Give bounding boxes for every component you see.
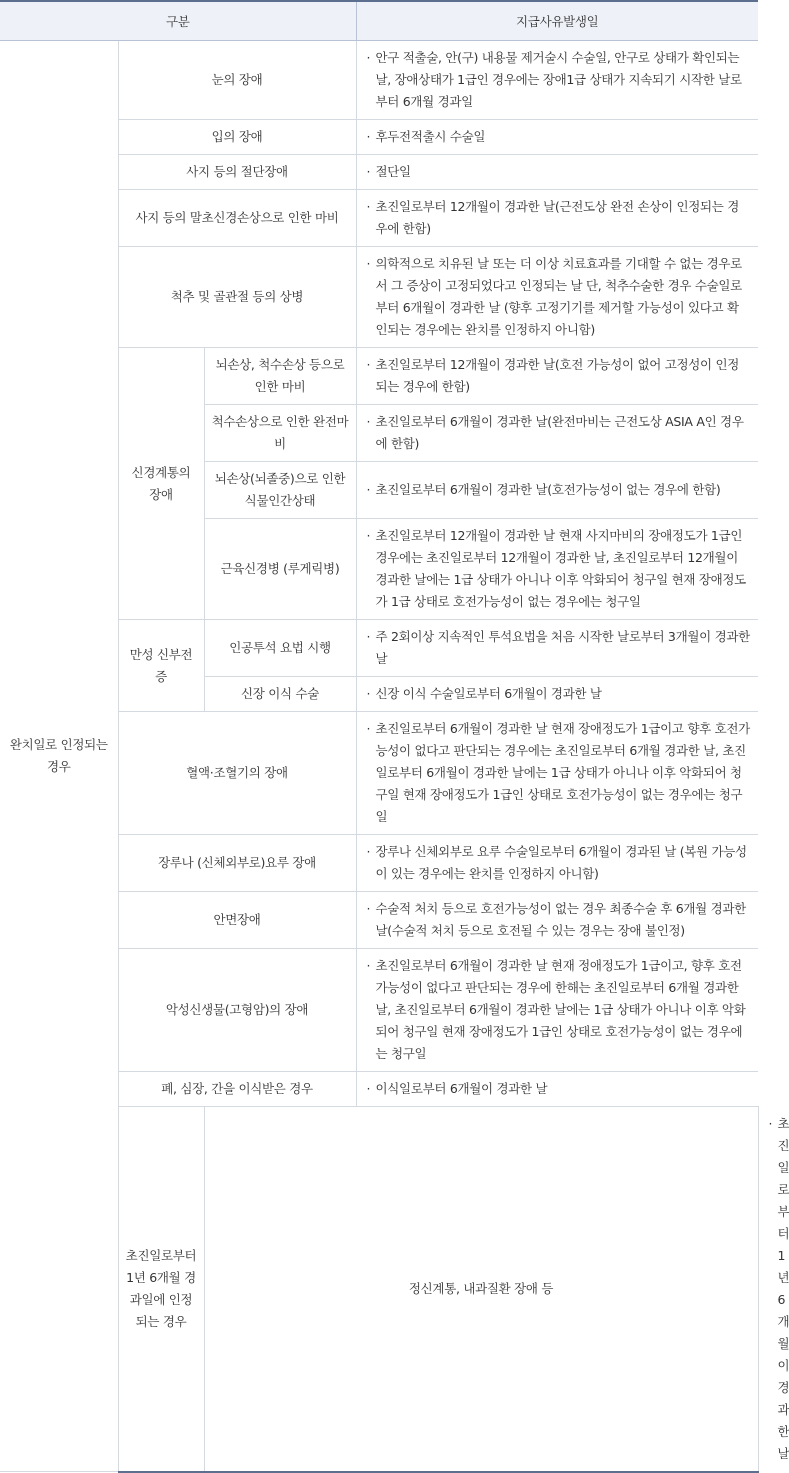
row-label: 정신계통, 내과질환 장애 등: [204, 1107, 758, 1472]
subgroup-nerve: 신경계통의 장애: [118, 348, 204, 620]
row-desc: · 절단일: [356, 155, 758, 190]
row-desc: · 후두전적출시 수술일: [356, 120, 758, 155]
row-desc: · 신장 이식 수술일로부터 6개월이 경과한 날: [356, 677, 758, 712]
row-desc: · 초진일로부터 6개월이 경과한 날(호전가능성이 없는 경우에 한함): [356, 462, 758, 519]
row-desc: · 초진일로부터 6개월이 경과한 날(완전마비는 근전도상 ASIA A인 경우에 한함): [356, 405, 758, 462]
row-label: 척수손상으로 인한 완전마비: [204, 405, 356, 462]
row-desc: · 안구 적출술, 안(구) 내용물 제거술시 수술일, 안구로 상태가 확인되는 날, 장애상태가 1급인 경우에는 장애1급 상태가 지속되기 시작한 날로부터 6개월 경과일: [356, 41, 758, 120]
row-desc: · 초진일로부터 12개월이 경과한 날 현재 사지마비의 장애정도가 1급인 경우에는 초진일로부터 12개월이 경과한 날, 초진일로부터 12개월이 경과한 날에는 1급 상태가 아니나 이후 악화되어 청구일 현재 장애정도가 1급 상태로 호전가능성이 없는 경우에는 청구일: [356, 519, 758, 620]
header-row: [0, 1, 758, 41]
table-row: [0, 41, 758, 120]
row-desc: · 초진일로부터 12개월이 경과한 날(근전도상 완전 손상이 인정되는 경우에 한함): [356, 190, 758, 247]
row-desc: · 초진일로부터 6개월이 경과한 날 현재 장애정도가 1급이고 향후 호전가능성이 없다고 판단되는 경우에는 초진일로부터 6개월 경과한 날, 초진일로부터 6개월이 경과한 날에는 1급 상태가 아니나 이후 악화되어 청구일 현재 장애정도가 1급인 상태로 호전가능성이 없는 경우에는 청구일: [356, 712, 758, 835]
row-label: 혈액·조혈기의 장애: [118, 712, 356, 835]
row-desc: · 초진일로부터 12개월이 경과한 날(호전 가능성이 없어 고정성이 인정되는 경우에 한함): [356, 348, 758, 405]
row-label: 신장 이식 수술: [204, 677, 356, 712]
row-desc: · 주 2회이상 지속적인 투석요법을 처음 시작한 날로부터 3개월이 경과한 날: [356, 620, 758, 677]
header-category: 구분: [0, 1, 356, 41]
row-label: 인공투석 요법 시행: [204, 620, 356, 677]
row-desc: · 의학적으로 치유된 날 또는 더 이상 치료효과를 기대할 수 없는 경우로서 그 증상이 고정되었다고 인정되는 날 단, 척추수술한 경우 수술일로부터 6개월이 경과한 날 (향후 고정기기를 제거할 가능성이 있다고 확인되는 경우에는 완치를 인정하지 아니함): [356, 247, 758, 348]
row-label: 뇌손상(뇌졸중)으로 인한 식물인간상태: [204, 462, 356, 519]
row-label: 입의 장애: [118, 120, 356, 155]
row-label: 척추 및 골관절 등의 상병: [118, 247, 356, 348]
row-label: 폐, 심장, 간을 이식받은 경우: [118, 1072, 356, 1107]
row-desc: · 초진일로부터 6개월이 경과한 날 현재 정애정도가 1급이고, 향후 호전 가능성이 없다고 판단되는 경우에 한해는 초진일로부터 6개월 경과한 날, 초진일로부터 6개월이 경과한 날에는 1급 상태가 아니나 이후 악화되어 청구일 현재 장애정도가 1급인 상태로 호전가능성이 없는 경우에는 청구일: [356, 949, 758, 1072]
row-label: 악성신생물(고형암)의 장애: [118, 949, 356, 1072]
row-desc: · 장루나 신체외부로 요루 수술일로부터 6개월이 경과된 날 (복원 가능성이 있는 경우에는 완치를 인정하지 아니함): [356, 835, 758, 892]
row-label: 뇌손상, 척수손상 등으로 인한 마비: [204, 348, 356, 405]
row-label: 안면장애: [118, 892, 356, 949]
row-label: 사지 등의 말초신경손상으로 인한 마비: [118, 190, 356, 247]
row-desc: · 수술적 처치 등으로 호전가능성이 없는 경우 최종수술 후 6개월 경과한 날(수술적 처치 등으로 호전될 수 있는 경우는 장애 불인정): [356, 892, 758, 949]
row-label: 근육신경병 (루게릭병): [204, 519, 356, 620]
row-desc: · 이식일로부터 6개월이 경과한 날: [356, 1072, 758, 1107]
subgroup-kidney: 만성 신부전증: [118, 620, 204, 712]
row-label: 장루나 (신체외부로)요루 장애: [118, 835, 356, 892]
header-payment-date: 지급사유발생일: [356, 1, 758, 41]
group-label-cured: 완치일로 인정되는 경우: [0, 41, 118, 1472]
group-label-18-months: 초진일로부터 1년 6개월 경과일에 인정되는 경우: [118, 1107, 204, 1472]
table-row: 초진일로부터 1년 6개월 경과일에 인정되는 경우 정신계통, 내과질환 장애 등 · 초진일로부터 1년 6개월이 경과한 날: [0, 1107, 758, 1472]
row-label: 사지 등의 절단장애: [118, 155, 356, 190]
row-label: 눈의 장애: [118, 41, 356, 120]
